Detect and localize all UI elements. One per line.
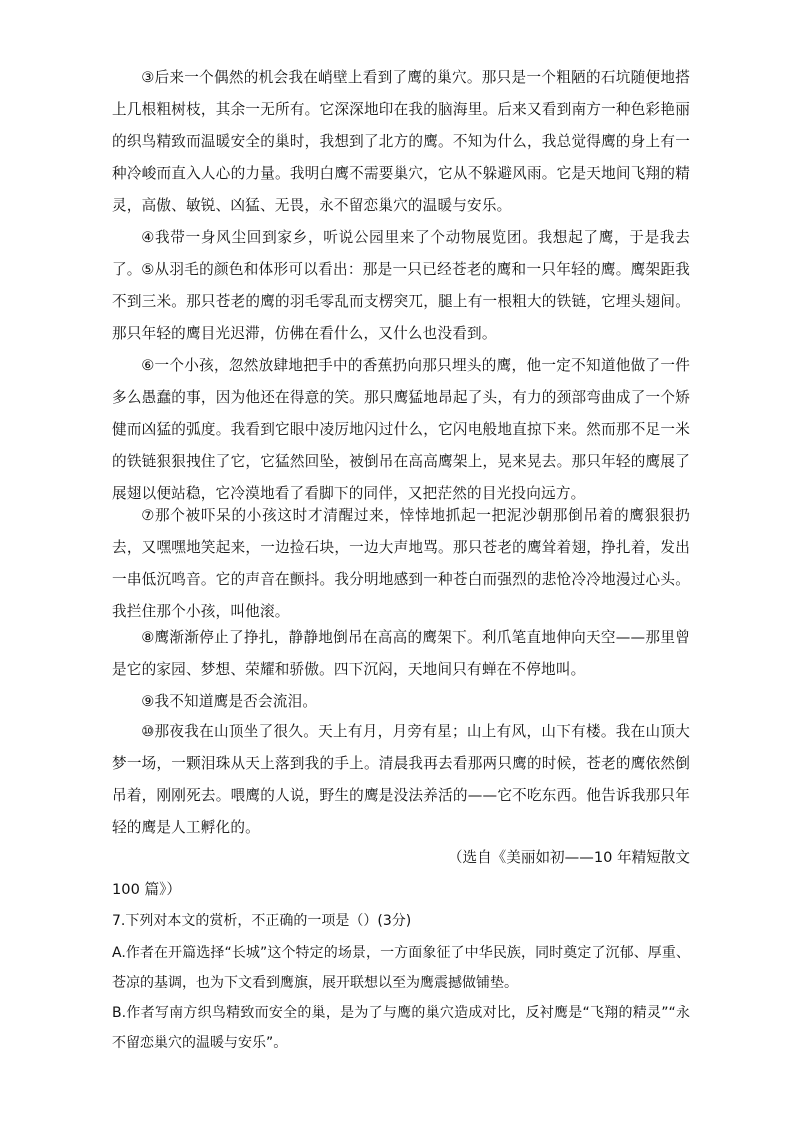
paragraph-8: ⑧鹰渐渐停止了挣扎，静静地倒吊在高高的鹰架下。利爪笔直地伸向天空——那里曾是它的家园、梦想、荣耀和骄傲。四下沉闷，天地间只有蝉在不停地叫。 — [112, 629, 690, 678]
paragraph-5: ⑤从羽毛的颜色和体形可以看出：那是一只已经苍老的鹰和一只年轻的鹰。鹰架距我不到三米。那只苍老的鹰的羽毛零乱而支楞突兀，腿上有一根粗大的铁链，它埋头翅间。那只年轻的鹰目光迟滞，仿佛在看什么，又什么也没看到。 — [112, 261, 690, 342]
option-a: A.作者在开篇选择“长城”这个特定的场景，一方面象征了中华民族，同时奠定了沉郁、厚重、苍凉的基调，也为下文看到鹰旗，展开联想以至为鹰震撼做铺垫。 — [112, 945, 690, 991]
option-b: B.作者写南方织鸟精致而安全的巢，是为了与鹰的巢穴造成对比，反衬鹰是“飞翔的精灵”“永不留恋巢穴的温暖与安乐”。 — [112, 1005, 690, 1051]
paragraph-9: ⑨我不知道鹰是否会流泪。 — [141, 693, 318, 710]
paragraph-3: ③后来一个偶然的机会我在峭壁上看到了鹰的巢穴。那只是一个粗陋的石坑随便地搭上几根粗树枝，其余一无所有。它深深地印在我的脑海里。后来又看到南方一种色彩艳丽的织鸟精致而温暖安全的巢时，我想到了北方的鹰。不知为什么，我总觉得鹰的身上有一种冷峻而直入人心的力量。我明白鹰不需要巢穴，它从不躲避风雨。它是天地间飞翔的精灵，高傲、敏锐、凶猛、无畏，永不留恋巢穴的温暖与安乐。 — [112, 69, 690, 214]
source-line-2: 100 篇》） — [112, 881, 181, 898]
question-stem: 7.下列对本文的赏析，不正确的一项是（）(3分) — [112, 913, 412, 929]
paragraph-10: ⑩那夜我在山顶坐了很久。天上有月，月旁有星；山上有风，山下有楼。我在山顶大梦一场，一颗泪珠从天上落到我的手上。清晨我再去看那两只鹰的时候，苍老的鹰依然倒吊着，刚刚死去。喂鹰的人说，野生的鹰是没法养活的——它不吃东西。他告诉我那只年轻的鹰是人工孵化的。 — [112, 723, 690, 836]
paragraph-4: ④我带一身风尘回到家乡，听说公园里来了个动物展览团。我想起了鹰，于是我去了。 — [112, 229, 690, 278]
source-line-1: （选自《美丽如初——10 年精短散文 — [447, 849, 690, 866]
source-citation — [112, 842, 690, 906]
paragraph-6: ⑥一个小孩，忽然放肆地把手中的香蕉扔向那只埋头的鹰，他一定不知道他做了一件多么愚蠢的事，因为他还在得意的笑。那只鹰猛地昂起了头，有力的颈部弯曲成了一个矫健而凶猛的弧度。我看到它眼中凌厉地闪过什么，它闪电般地直掠下来。然而那不足一米的铁链狠狠拽住了它，它猛然回坠，被倒吊在高高鹰架上，晃来晃去。那只年轻的鹰展了展翅以便站稳，它冷漠地看了看脚下的同伴，又把茫然的目光投向远方。 — [112, 357, 690, 502]
paragraph-7: ⑦那个被吓呆的小孩这时才清醒过来，悻悻地抓起一把泥沙朝那倒吊着的鹰狠狠扔去，又嘿嘿地笑起来，一边捡石块，一边大声地骂。那只苍老的鹰耸着翅，挣扎着，发出一串低沉鸣音。它的声音在颤抖。我分明地感到一种苍白而强烈的悲怆冷冷地漫过心头。我拦住那个小孩，叫他滚。 — [112, 507, 690, 620]
